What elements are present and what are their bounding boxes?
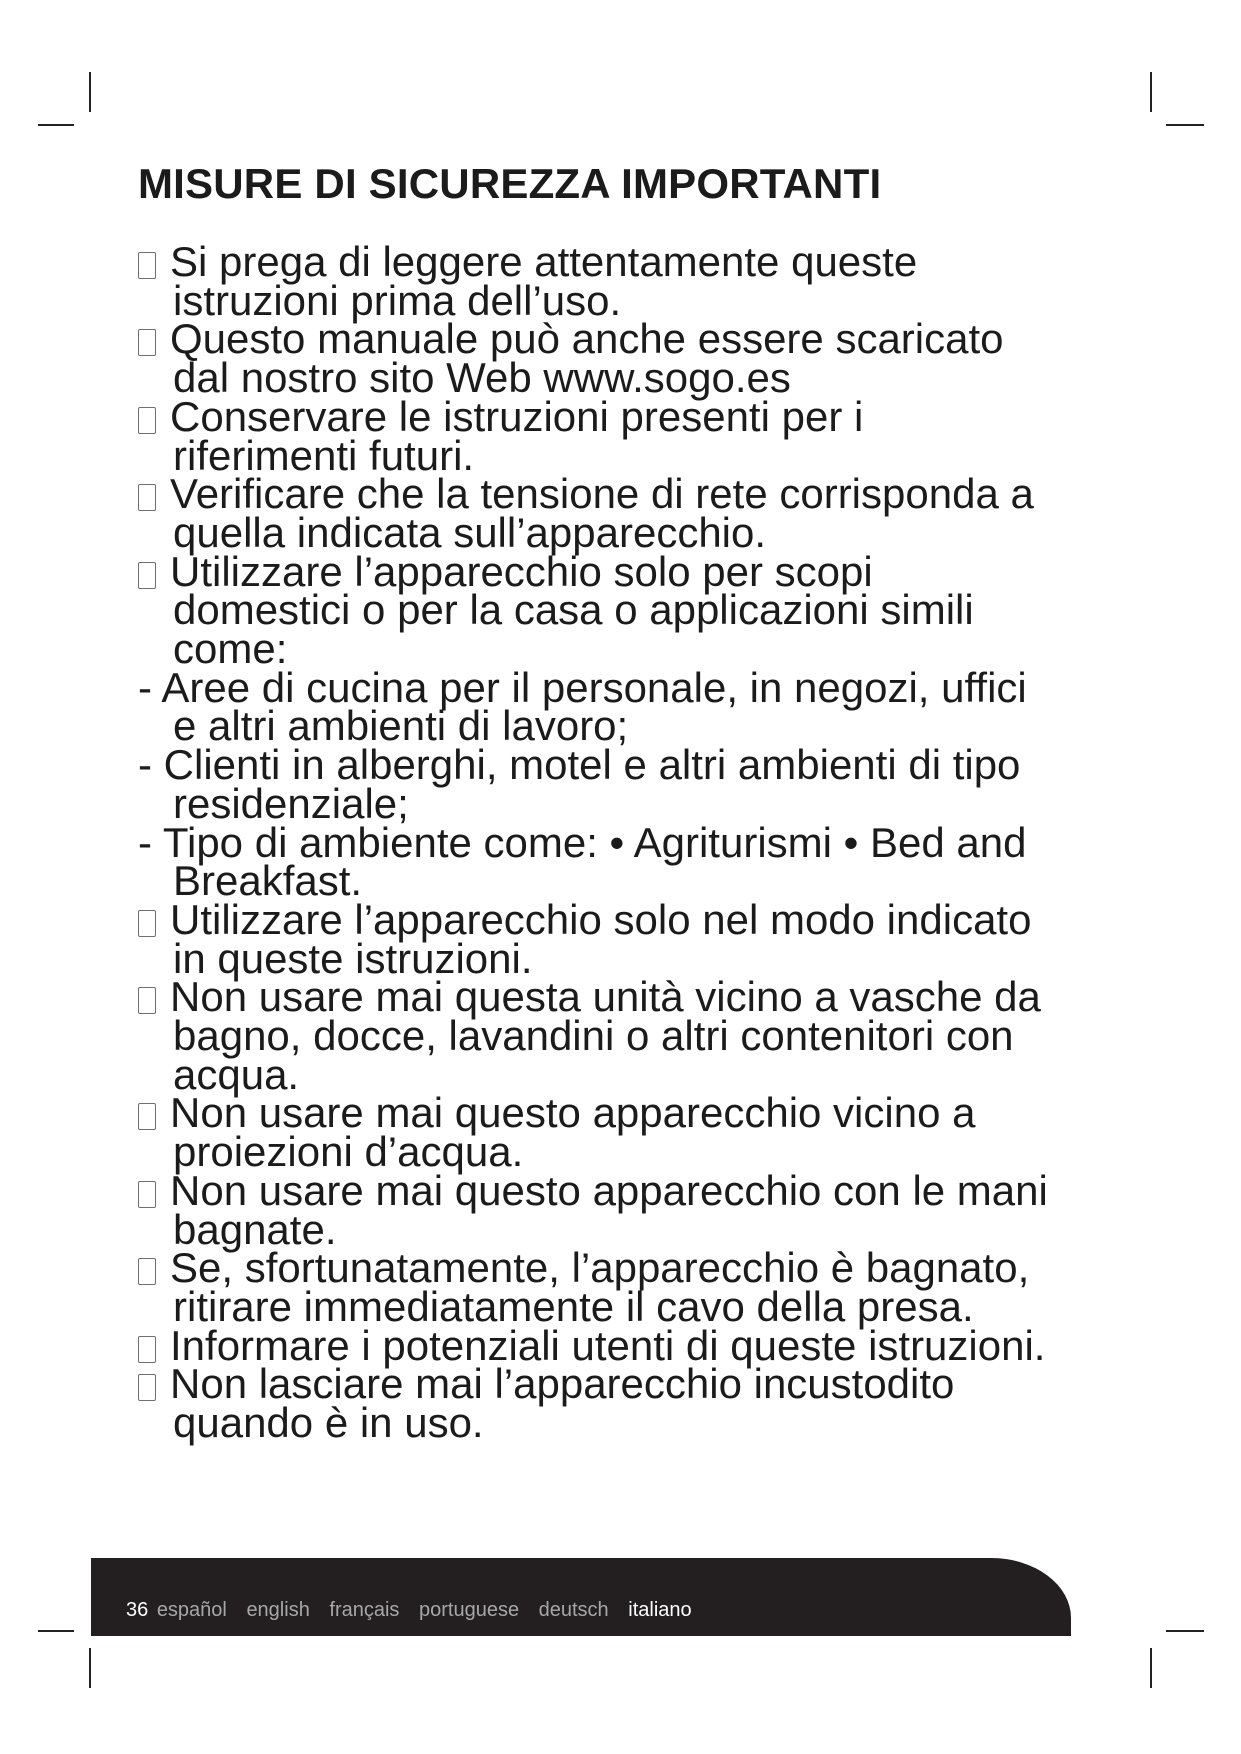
page-number: 36 bbox=[126, 1599, 149, 1621]
instruction-text: e altri ambienti di lavoro; bbox=[173, 702, 629, 750]
instruction-text: Se, sfortunatamente, l’apparecchio è bagnato, bbox=[170, 1244, 1030, 1292]
instruction-text: bagnate. bbox=[173, 1205, 337, 1253]
instruction-text: Non usare mai questo apparecchio con le mani bbox=[170, 1166, 1048, 1214]
checkbox-bullet-icon bbox=[138, 1258, 156, 1285]
checkbox-bullet-icon bbox=[138, 252, 156, 279]
instruction-text: - Clienti in alberghi, motel e altri ambienti di tipo bbox=[138, 741, 1021, 789]
checkbox-bullet-icon bbox=[138, 1181, 156, 1208]
instruction-text: Non lasciare mai l’apparecchio incustodito bbox=[170, 1360, 955, 1408]
checkbox-bullet-icon bbox=[138, 407, 156, 434]
instruction-text: acqua. bbox=[173, 1050, 300, 1098]
checkbox-bullet-icon bbox=[138, 1374, 156, 1401]
instruction-text: in queste istruzioni. bbox=[173, 934, 533, 982]
instruction-text: Utilizzare l’apparecchio solo per scopi bbox=[170, 547, 873, 595]
bullet-list-line bbox=[138, 586, 1138, 634]
footer-language-nav bbox=[126, 1599, 706, 1622]
instruction-text: domestici o per la casa o applicazioni simili bbox=[173, 586, 974, 634]
instruction-text: bagno, docce, lavandini o altri contenitori con bbox=[173, 1012, 1014, 1060]
instruction-text: ritirare immediatamente il cavo della presa. bbox=[173, 1282, 974, 1330]
checkbox-bullet-icon bbox=[138, 562, 156, 589]
checkbox-bullet-icon bbox=[138, 987, 156, 1014]
crop-mark bbox=[1166, 124, 1204, 126]
checkbox-bullet-icon bbox=[138, 484, 156, 511]
language-link-portuguese[interactable]: portuguese bbox=[418, 1599, 520, 1621]
bullet-list-line bbox=[138, 1399, 1138, 1447]
instruction-text: - Tipo di ambiente come: • Agriturismi • Bed and bbox=[138, 818, 1027, 866]
language-link-italiano[interactable]: italiano bbox=[628, 1599, 692, 1621]
checkbox-bullet-icon bbox=[138, 1336, 156, 1363]
crop-mark bbox=[38, 124, 74, 126]
page-title: MISURE DI SICUREZZA IMPORTANTI bbox=[138, 160, 882, 207]
instruction-text: Breakfast. bbox=[173, 857, 363, 905]
footer-bar bbox=[91, 1558, 1071, 1636]
instruction-text: dal nostro sito Web www.sogo.es bbox=[173, 354, 791, 402]
crop-mark bbox=[89, 72, 91, 112]
instruction-text: residenziale; bbox=[173, 779, 409, 827]
instruction-text: Utilizzare l’apparecchio solo nel modo indicato bbox=[170, 895, 1032, 943]
checkbox-bullet-icon bbox=[138, 1103, 156, 1130]
instruction-text: Conservare le istruzioni presenti per i bbox=[170, 392, 864, 440]
language-link-espanol[interactable]: español bbox=[156, 1599, 227, 1621]
instruction-text: - Aree di cucina per il personale, in negozi, uffici bbox=[138, 663, 1027, 711]
language-link-francais[interactable]: français bbox=[329, 1599, 400, 1621]
instruction-text: quella indicata sull’apparecchio. bbox=[173, 508, 767, 556]
crop-mark bbox=[89, 1648, 91, 1688]
instruction-text: riferimenti futuri. bbox=[173, 431, 475, 479]
language-link-english[interactable]: english bbox=[246, 1599, 310, 1621]
language-link-deutsch[interactable]: deutsch bbox=[538, 1599, 609, 1621]
instruction-text: Non usare mai questo apparecchio vicino a bbox=[170, 1089, 976, 1137]
crop-mark bbox=[38, 1630, 74, 1632]
instruction-text: come: bbox=[173, 625, 288, 673]
instruction-text: Non usare mai questa unità vicino a vasche da bbox=[170, 973, 1041, 1021]
checkbox-bullet-icon bbox=[138, 329, 156, 356]
crop-mark bbox=[1166, 1630, 1204, 1632]
instruction-text: proiezioni d’acqua. bbox=[173, 1128, 524, 1176]
crop-mark bbox=[1150, 72, 1152, 112]
checkbox-bullet-icon bbox=[138, 910, 156, 937]
instruction-text: Informare i potenziali utenti di queste istruzioni. bbox=[170, 1321, 1046, 1369]
safety-instructions-list bbox=[138, 238, 1138, 1447]
instruction-text: Verificare che la tensione di rete corrisponda a bbox=[170, 470, 1034, 518]
instruction-text: Questo manuale può anche essere scaricato bbox=[170, 315, 1004, 363]
crop-mark bbox=[1150, 1648, 1152, 1688]
instruction-text: quando è in uso. bbox=[173, 1399, 484, 1447]
instruction-text: istruzioni prima dell’uso. bbox=[173, 276, 622, 324]
instruction-text: Si prega di leggere attentamente queste bbox=[170, 238, 918, 285]
